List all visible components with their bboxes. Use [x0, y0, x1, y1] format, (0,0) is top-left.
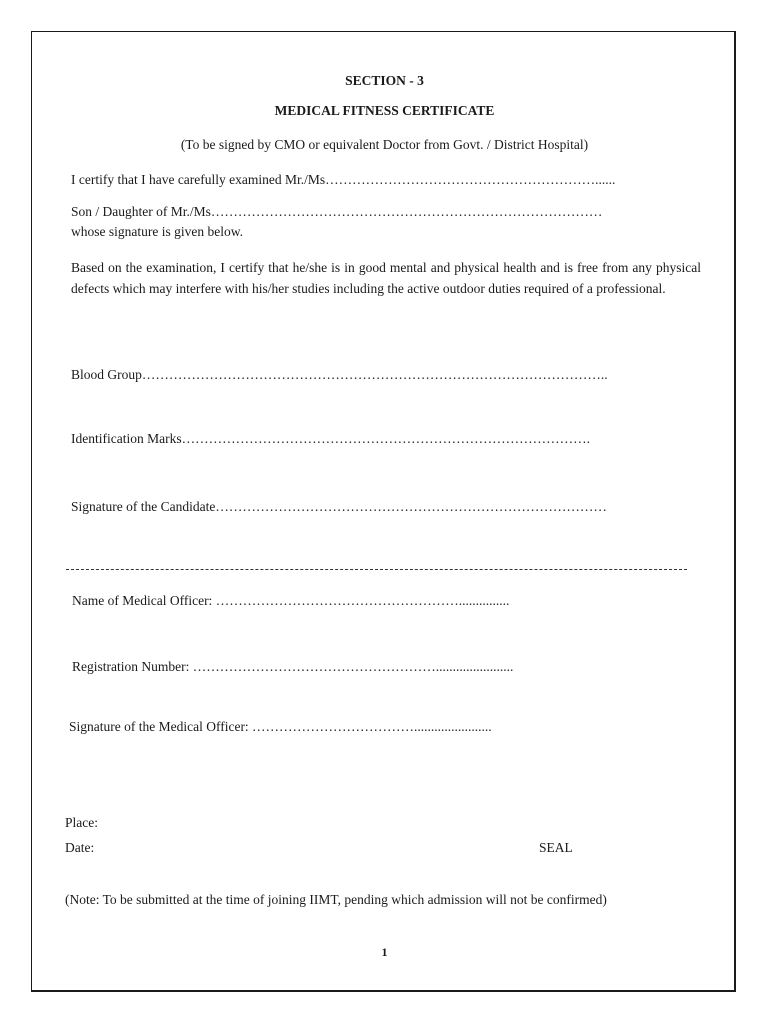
parent-line: Son / Daughter of Mr./Ms……………………………………………………………………………	[71, 204, 603, 219]
certificate-title: MEDICAL FITNESS CERTIFICATE	[274, 103, 495, 118]
certify-line: I certify that I have carefully examined Mr./Ms……………………………………………………......	[71, 172, 616, 187]
section-divider	[66, 569, 687, 570]
registration-number-line: Registration Number: ……………………………………………….......................	[72, 659, 514, 674]
seal-label: SEAL	[539, 840, 573, 855]
date-label: Date:	[65, 840, 95, 855]
medical-officer-name-line: Name of Medical Officer: ………………………………………………...............	[72, 593, 510, 608]
signing-note: (To be signed by CMO or equivalent Doctor from Govt. / District Hospital)	[180, 137, 589, 152]
place-label: Place:	[65, 815, 98, 830]
identification-marks-line: Identification Marks……………………………………………………………………………….	[71, 431, 590, 446]
exam-paragraph: Based on the examination, I certify that he/she is in good mental and physical health and is free from any physical defects which may interfere with his/her studies including the active outdoor duties required of a professional.	[71, 260, 701, 296]
candidate-signature-line: Signature of the Candidate……………………………………………………………………………	[71, 499, 607, 514]
page-number: 1	[381, 945, 388, 959]
signature-notice-line: whose signature is given below.	[71, 224, 243, 239]
section-heading: SECTION - 3	[345, 73, 424, 88]
certificate-page	[31, 31, 736, 992]
submission-note: (Note: To be submitted at the time of joining IIMT, pending which admission will not be confirmed)	[65, 892, 607, 907]
medical-officer-signature-line: Signature of the Medical Officer: ……………………………….......................	[69, 719, 492, 734]
blood-group-line: Blood Group…………………………………………………………………………………………..	[71, 367, 608, 382]
